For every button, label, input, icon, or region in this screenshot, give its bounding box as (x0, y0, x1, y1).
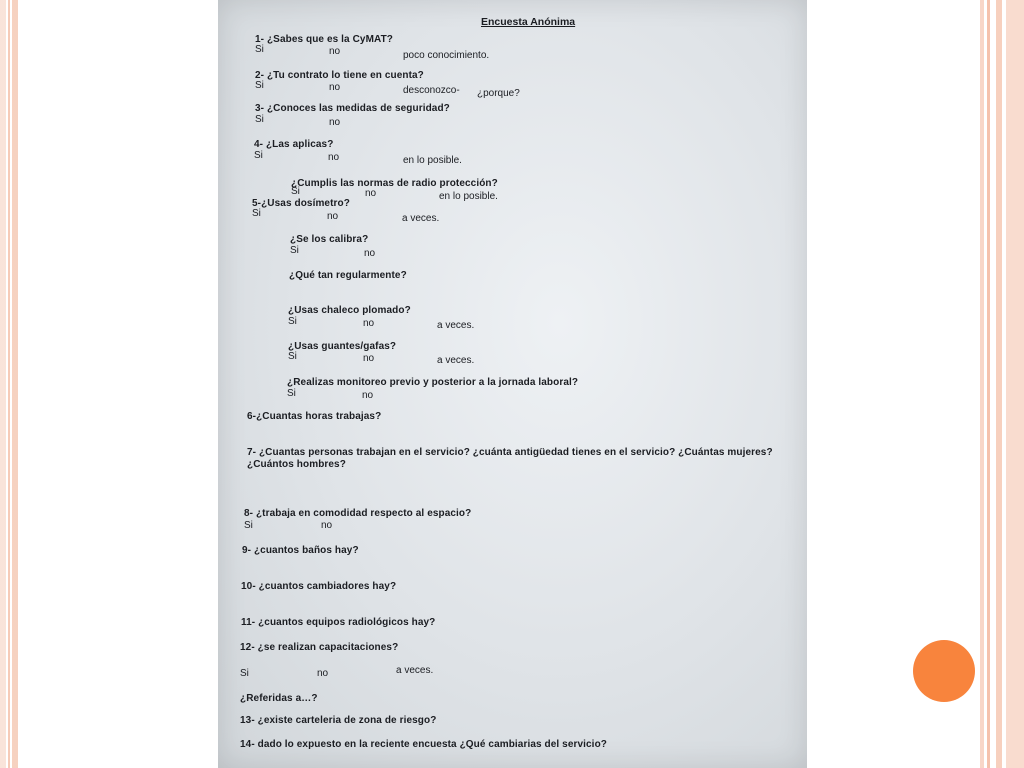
answer-option-no: no (328, 152, 340, 163)
orange-circle-decoration (913, 640, 975, 702)
answer-option-si: Si (240, 668, 249, 679)
answer-option-si: Si (291, 186, 300, 197)
answer-option-si: Si (254, 150, 263, 161)
answer-option-no: no (363, 353, 375, 364)
answer-option-no: no (327, 211, 339, 222)
question-chaleco: ¿Usas chaleco plomado? (288, 305, 411, 316)
question-radio-proteccion: ¿Cumplis las normas de radio protección? (291, 178, 498, 189)
question-14: 14- dado lo expuesto en la reciente encuesta ¿Qué cambiarias del servicio? (240, 739, 607, 750)
question-guantes: ¿Usas guantes/gafas? (288, 341, 397, 352)
answer-option-no: no (329, 117, 341, 128)
answer-option-aveces: a veces. (402, 213, 440, 224)
question-5: 5-¿Usas dosímetro? (252, 198, 350, 209)
question-3: 3- ¿Conoces las medidas de seguridad? (255, 103, 450, 114)
question-13: 13- ¿existe carteleria de zona de riesgo? (240, 715, 437, 726)
answer-option-aveces: a veces. (396, 665, 434, 676)
answer-option-si: Si (287, 388, 296, 399)
question-8: 8- ¿trabaja en comodidad respecto al espacio? (244, 508, 472, 519)
answer-option-si: Si (255, 114, 264, 125)
answer-option-no: no (317, 668, 329, 679)
question-4: 4- ¿Las aplicas? (254, 139, 334, 150)
answer-option-si: Si (255, 44, 264, 55)
question-10: 10- ¿cuantos cambiadores hay? (241, 581, 397, 592)
question-referidas: ¿Referidas a…? (240, 693, 318, 704)
answer-option-no: no (321, 520, 333, 531)
answer-option-aveces: a veces. (437, 355, 475, 366)
left-decorative-border (0, 0, 18, 768)
answer-option-posible: en lo posible. (439, 191, 498, 202)
right-decorative-border (980, 0, 1024, 768)
question-calibra: ¿Se los calibra? (290, 234, 369, 245)
answer-option-si: Si (255, 80, 264, 91)
answer-option-no: no (365, 188, 377, 199)
answer-option-no: no (329, 82, 341, 93)
answer-option-no: no (329, 46, 341, 57)
question-12: 12- ¿se realizan capacitaciones? (240, 642, 399, 653)
question-1: 1- ¿Sabes que es la CyMAT? (255, 34, 394, 45)
answer-option-aveces: a veces. (437, 320, 475, 331)
question-monitoreo: ¿Realizas monitoreo previo y posterior a la jornada laboral? (287, 377, 579, 388)
answer-option-posible: en lo posible. (403, 155, 462, 166)
answer-option-si: Si (244, 520, 253, 531)
question-2: 2- ¿Tu contrato lo tiene en cuenta? (255, 70, 424, 81)
question-7-line-2: ¿Cuántos hombres? (247, 459, 346, 470)
answer-option-porque: ¿porque? (477, 88, 520, 99)
question-9: 9- ¿cuantos baños hay? (242, 545, 359, 556)
answer-option-poco: poco conocimiento. (403, 50, 490, 61)
answer-option-no: no (363, 318, 375, 329)
survey-photo (218, 0, 807, 768)
answer-option-no: no (362, 390, 374, 401)
question-regularmente: ¿Qué tan regularmente? (289, 270, 407, 281)
question-11: 11- ¿cuantos equipos radiológicos hay? (241, 617, 436, 628)
question-6: 6-¿Cuantas horas trabajas? (247, 411, 382, 422)
answer-option-no: no (364, 248, 376, 259)
answer-option-si: Si (288, 316, 297, 327)
answer-option-si: Si (288, 351, 297, 362)
answer-option-desconozco: desconozco- (403, 85, 460, 96)
answer-option-si: Si (252, 208, 261, 219)
question-7-line-1: 7- ¿Cuantas personas trabajan en el servicio? ¿cuánta antigüedad tienes en el servicio? ¿Cuántas mujeres? (247, 447, 773, 458)
survey-title: Encuesta Anónima (481, 16, 576, 28)
answer-option-si: Si (290, 245, 299, 256)
